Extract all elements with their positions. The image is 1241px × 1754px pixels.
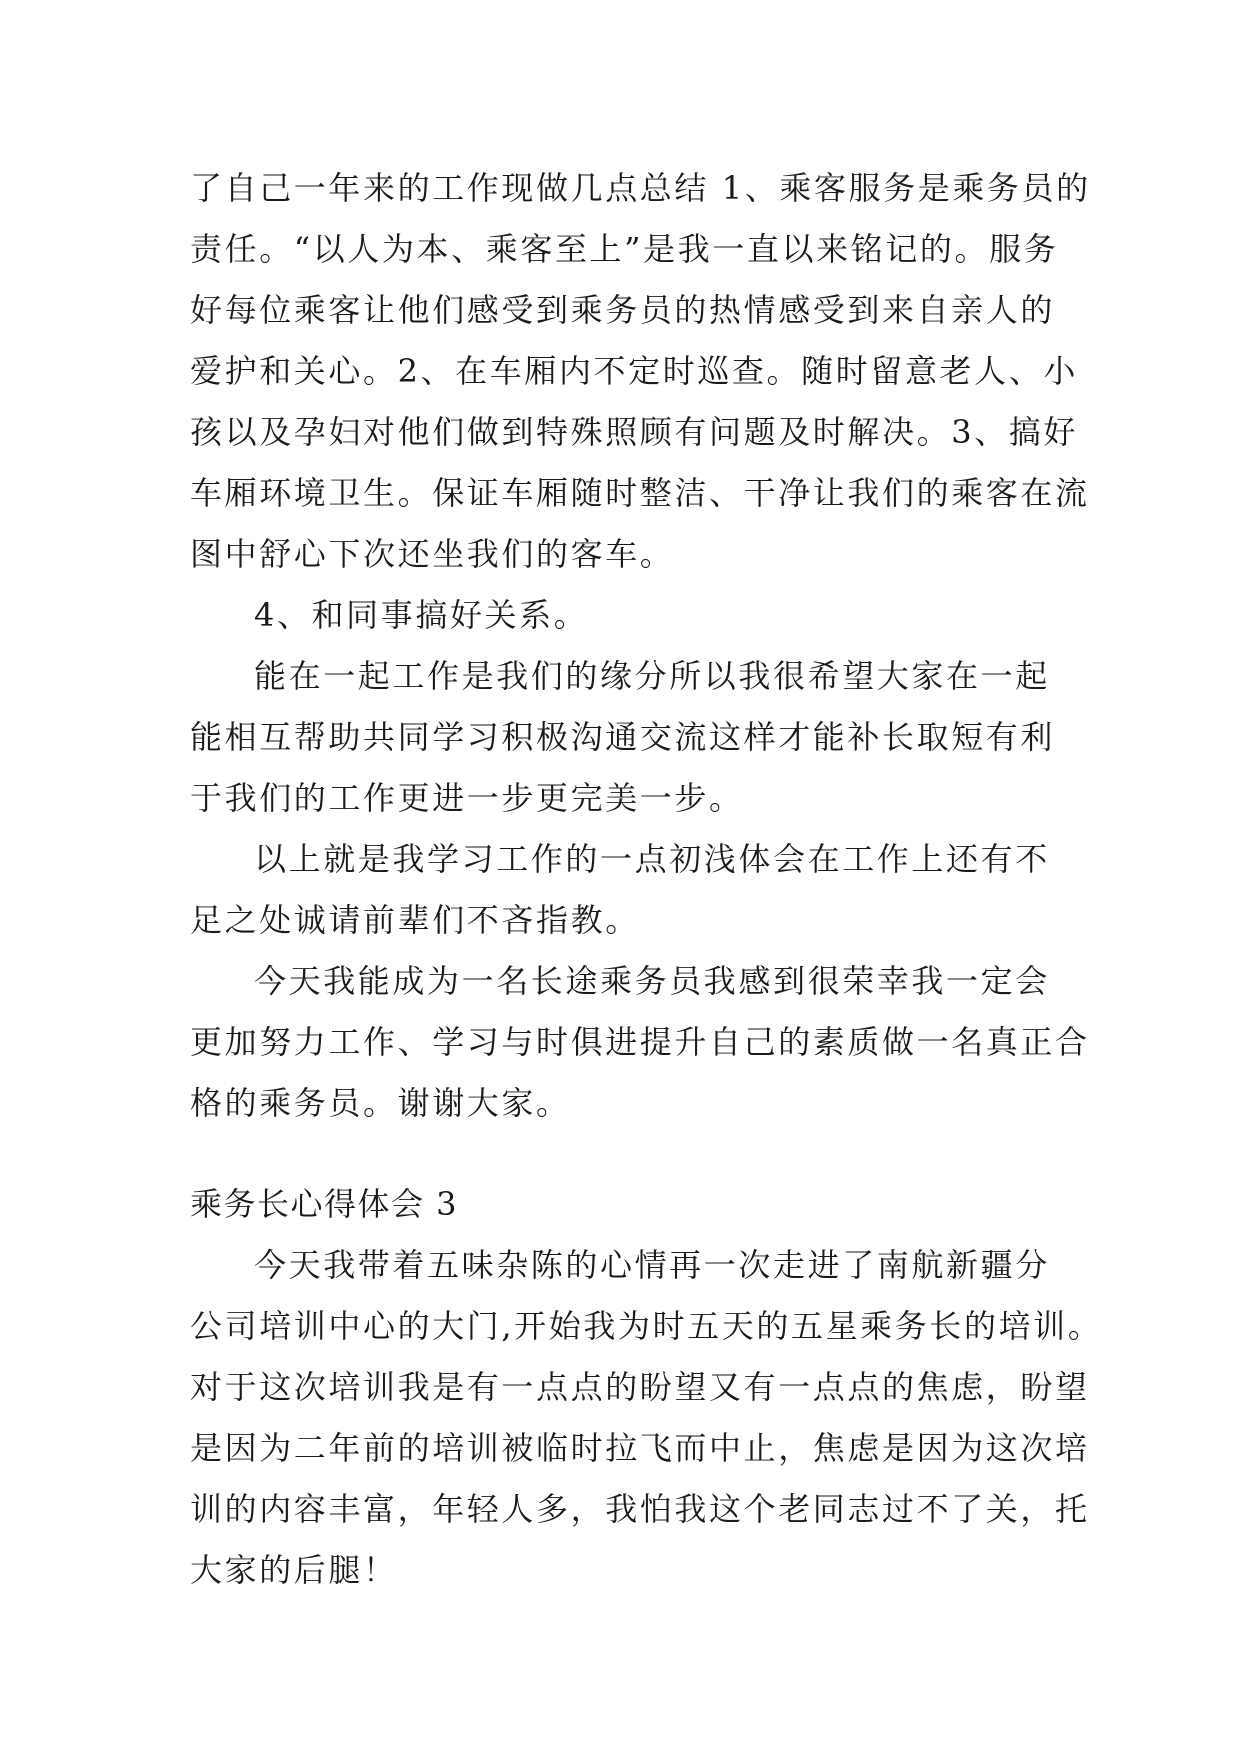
text-line: 格的乘务员。谢谢大家。 xyxy=(190,1084,571,1122)
text-line: 能在一起工作是我们的缘分所以我很希望大家在一起 xyxy=(254,657,1050,695)
text-line: 4、和同事搞好关系。 xyxy=(254,596,589,634)
text-line: 今天我能成为一名长途乘务员我感到很荣幸我一定会 xyxy=(254,962,1050,1000)
paragraph-colleague-relations xyxy=(190,585,1060,646)
text-line: 责任。“以人为本、乘客至上”是我一直以来铭记的。服务 xyxy=(190,230,1059,268)
text-line: 是因为二年前的培训被临时拉飞而中止，焦虑是因为这次培 xyxy=(190,1429,1090,1467)
paragraph-teamwork xyxy=(190,646,1060,829)
paragraph-training xyxy=(190,1235,1103,1601)
text-line: 图中舒心下次还坐我们的客车。 xyxy=(190,535,675,573)
text-line: 公司培训中心的大门,开始我为时五天的五星乘务长的培训。 xyxy=(190,1307,1103,1345)
paragraph-conclusion xyxy=(190,951,1090,1134)
text-line: 爱护和关心。2、在车厢内不定时巡查。随时留意老人、小 xyxy=(190,352,1078,390)
text-line: 好每位乘客让他们感受到乘务员的热情感受到来自亲人的 xyxy=(190,291,1056,329)
section-gap xyxy=(190,1134,1060,1174)
text-line: 大家的后腿！ xyxy=(190,1551,398,1589)
text-line: 足之处诚请前辈们不吝指教。 xyxy=(190,901,640,939)
paragraph-experience xyxy=(190,829,1060,951)
text-line: 更加努力工作、学习与时俱进提升自己的素质做一名真正合 xyxy=(190,1023,1090,1061)
paragraph-service-summary xyxy=(190,158,1091,585)
text-line: 了自己一年来的工作现做几点总结 1、乘客服务是乘务员的 xyxy=(190,169,1091,207)
text-line: 今天我带着五味杂陈的心情再一次走进了南航新疆分 xyxy=(254,1246,1050,1284)
text-line: 能相互帮助共同学习积极沟通交流这样才能补长取短有利 xyxy=(190,718,1056,756)
text-line: 对于这次培训我是有一点点的盼望又有一点点的焦虑，盼望 xyxy=(190,1368,1090,1406)
document-body xyxy=(190,158,1103,1601)
text-line: 孩以及孕妇对他们做到特殊照顾有问题及时解决。3、搞好 xyxy=(190,413,1078,451)
section-heading: 乘务长心得体会 3 xyxy=(190,1185,459,1223)
text-line: 以上就是我学习工作的一点初浅体会在工作上还有不 xyxy=(254,840,1050,878)
text-line: 车厢环境卫生。保证车厢随时整洁、干净让我们的乘客在流 xyxy=(190,474,1090,512)
text-line: 于我们的工作更进一步更完美一步。 xyxy=(190,779,744,817)
text-line: 训的内容丰富，年轻人多，我怕我这个老同志过不了关，托 xyxy=(190,1490,1090,1528)
